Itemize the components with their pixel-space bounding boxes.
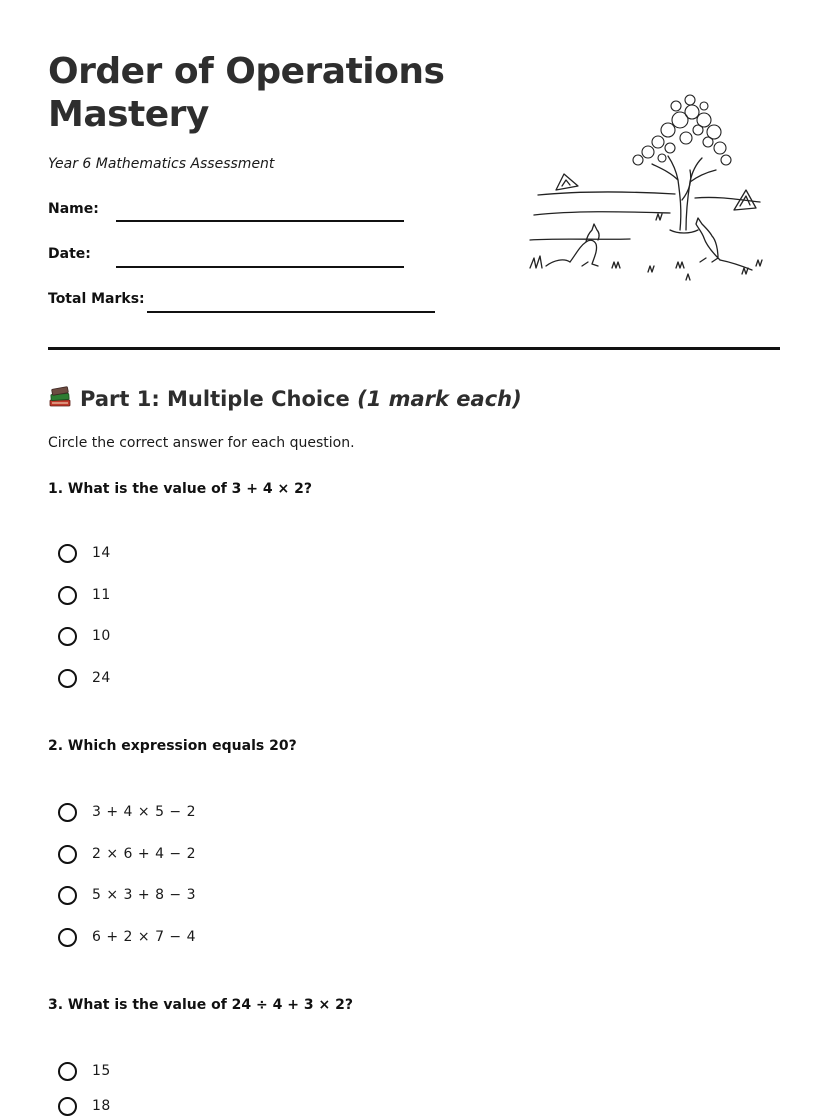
date-label: Date: xyxy=(48,246,91,262)
question-2-option-d[interactable] xyxy=(58,925,196,949)
radio-button[interactable] xyxy=(58,627,77,646)
radio-button[interactable] xyxy=(58,586,77,605)
option-label: 10 xyxy=(92,628,111,644)
question-2: 2. Which expression equals 20? xyxy=(48,738,297,754)
header-divider xyxy=(48,347,780,350)
radio-button[interactable] xyxy=(58,845,77,864)
question-1-option-a[interactable] xyxy=(58,541,111,565)
page-subtitle: Year 6 Mathematics Assessment xyxy=(48,156,275,172)
date-field[interactable] xyxy=(116,266,404,268)
radio-button[interactable] xyxy=(58,1062,77,1081)
option-label: 18 xyxy=(92,1098,111,1114)
total-marks-field[interactable] xyxy=(147,311,435,313)
radio-button[interactable] xyxy=(58,928,77,947)
question-1-option-c[interactable] xyxy=(58,624,111,648)
option-label: 6 + 2 × 7 − 4 xyxy=(92,929,197,945)
radio-button[interactable] xyxy=(58,1097,77,1116)
option-label: 5 × 3 + 8 − 3 xyxy=(92,887,197,903)
part-1-heading-text: Part 1: Multiple Choice xyxy=(80,387,350,411)
option-label: 24 xyxy=(92,670,111,686)
question-2-option-b[interactable] xyxy=(58,842,196,866)
option-label: 11 xyxy=(92,587,111,603)
kangaroo-outback-illustration xyxy=(520,90,770,290)
name-label: Name: xyxy=(48,201,99,217)
question-1: 1. What is the value of 3 + 4 × 2? xyxy=(48,481,312,497)
question-3-option-b[interactable] xyxy=(58,1094,111,1118)
option-label: 2 × 6 + 4 − 2 xyxy=(92,846,197,862)
part-1-heading xyxy=(48,385,522,411)
question-2-option-c[interactable] xyxy=(58,883,196,907)
question-1-option-d[interactable] xyxy=(58,666,111,690)
option-label: 14 xyxy=(92,545,111,561)
part-1-instructions: Circle the correct answer for each question. xyxy=(48,435,355,451)
radio-button[interactable] xyxy=(58,544,77,563)
question-3: 3. What is the value of 24 ÷ 4 + 3 × 2? xyxy=(48,997,353,1013)
question-3-option-a[interactable] xyxy=(58,1059,111,1083)
question-1-option-b[interactable] xyxy=(58,583,111,607)
part-1-marks-note: (1 mark each) xyxy=(357,387,522,411)
question-2-option-a[interactable] xyxy=(58,800,196,824)
option-label: 15 xyxy=(92,1063,111,1079)
radio-button[interactable] xyxy=(58,669,77,688)
option-label: 3 + 4 × 5 − 2 xyxy=(92,804,197,820)
books-icon xyxy=(48,385,72,409)
name-field[interactable] xyxy=(116,220,404,222)
total-marks-label: Total Marks: xyxy=(48,291,145,307)
radio-button[interactable] xyxy=(58,803,77,822)
radio-button[interactable] xyxy=(58,886,77,905)
page-title: Order of Operations Mastery xyxy=(48,51,445,135)
